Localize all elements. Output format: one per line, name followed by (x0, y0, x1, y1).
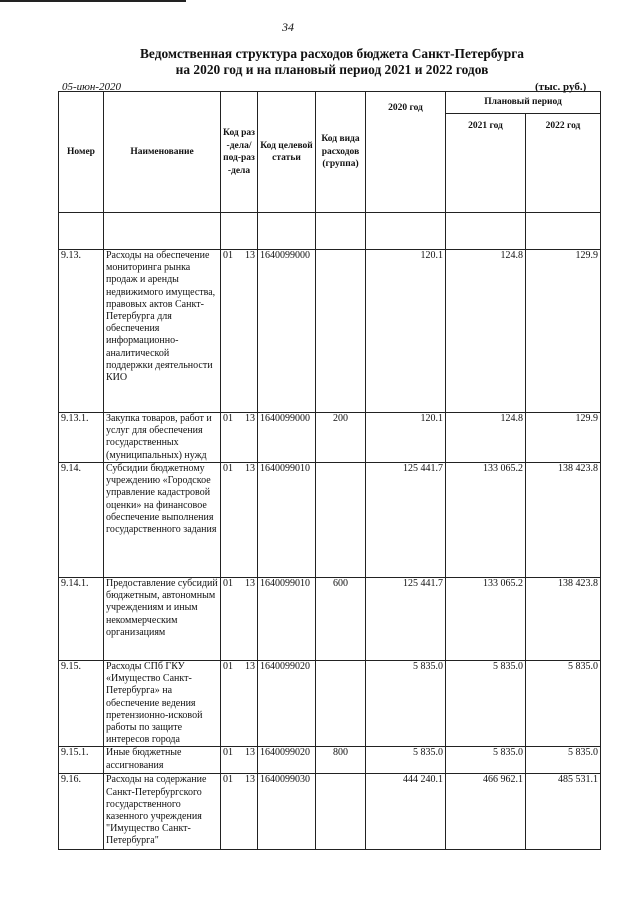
row-expense-type (316, 250, 366, 413)
row-2021: 124.8 (446, 250, 526, 413)
row-expense-type: 800 (316, 747, 366, 774)
row-2022: 138 423.8 (526, 578, 601, 661)
row-section (221, 774, 258, 850)
document-title-line2: на 2020 год и на плановый период 2021 и 2022 годов (175, 62, 489, 77)
row-subsection-code: 13 (245, 463, 255, 474)
row-expense-type: 200 (316, 413, 366, 463)
row-target: 1640099000 (258, 250, 316, 413)
table-row (59, 250, 601, 413)
row-number: 9.15. (59, 661, 104, 747)
row-subsection-code: 13 (245, 578, 255, 589)
top-rule (0, 0, 186, 2)
row-expense-type (316, 661, 366, 747)
header-2020: 2020 год (366, 92, 446, 213)
row-section (221, 250, 258, 413)
header-expense-type: Код вида расходов (группа) (316, 92, 366, 213)
row-subsection-code: 13 (245, 250, 255, 261)
row-2021: 124.8 (446, 413, 526, 463)
row-2022: 485 531.1 (526, 774, 601, 850)
document-title-line1: Ведомственная структура расходов бюджета Санкт-Петербурга (140, 46, 524, 61)
row-subsection-code: 13 (245, 774, 255, 786)
row-2021: 5 835.0 (446, 747, 526, 774)
row-section-code: 01 (223, 661, 233, 672)
row-2020: 444 240.1 (366, 774, 446, 850)
row-section-code: 01 (223, 463, 233, 474)
row-subsection-code: 13 (245, 661, 255, 672)
header-2022: 2022 год (526, 114, 601, 213)
row-number: 9.14.1. (59, 578, 104, 661)
row-subsection-code: 13 (245, 413, 255, 424)
row-target: 1640099020 (258, 661, 316, 747)
row-section-code: 01 (223, 774, 233, 786)
row-target: 1640099030 (258, 774, 316, 850)
table-row (59, 661, 601, 747)
header-number: Номер (59, 92, 104, 213)
header-name: Наименование (104, 92, 221, 213)
row-2022: 129.9 (526, 413, 601, 463)
row-section (221, 661, 258, 747)
row-2022: 129.9 (526, 250, 601, 413)
row-subsection-code: 13 (245, 747, 255, 759)
row-2021: 133 065.2 (446, 578, 526, 661)
row-2021: 5 835.0 (446, 661, 526, 747)
row-expense-type (316, 463, 366, 578)
row-2022: 138 423.8 (526, 463, 601, 578)
table-row (59, 463, 601, 578)
row-2020: 120.1 (366, 250, 446, 413)
row-2020: 5 835.0 (366, 747, 446, 774)
row-number: 9.13.1. (59, 413, 104, 463)
row-number: 9.16. (59, 774, 104, 850)
row-section-code: 01 (223, 578, 233, 589)
document-date: 05-июн-2020 (62, 81, 122, 93)
row-target: 1640099000 (258, 413, 316, 463)
row-name: Субсидии бюджетному учреждению «Городское управление кадастровой оценки» на финансовое обеспечение выполнения государственного задания (104, 463, 221, 578)
row-name: Предоставление субсидий бюджетным, автономным учреждениям и иным некоммерческим организациям (104, 578, 221, 661)
table-row (59, 747, 601, 774)
row-name: Иные бюджетные ассигнования (104, 747, 221, 774)
row-2020: 120.1 (366, 413, 446, 463)
row-section-code: 01 (223, 413, 233, 424)
row-section-code: 01 (223, 747, 233, 759)
row-name: Закупка товаров, работ и услуг для обеспечения государственных (муниципальных) нужд (104, 413, 221, 463)
row-section-code: 01 (223, 250, 233, 261)
row-expense-type (316, 774, 366, 850)
row-name: Расходы на содержание Санкт-Петербургского государственного казенного учреждения "Имущество Санкт-Петербурга" (104, 774, 221, 850)
row-name: Расходы СПб ГКУ «Имущество Санкт-Петербурга» на обеспечение ведения претензионно-исковой работы по защите интересов города (104, 661, 221, 747)
row-section (221, 463, 258, 578)
row-expense-type: 600 (316, 578, 366, 661)
row-name: Расходы на обеспечение мониторинга рынка продаж и аренды недвижимого имущества, правовых актов Санкт-Петербурга для обеспечения информационно-аналитической поддержки деятельности КИО (104, 250, 221, 413)
page-number: 34 (282, 20, 294, 34)
table-row (59, 578, 601, 661)
row-target: 1640099010 (258, 463, 316, 578)
units-label: (тыс. руб.) (535, 81, 587, 93)
row-number: 9.13. (59, 250, 104, 413)
table-row (59, 413, 601, 463)
row-target: 1640099020 (258, 747, 316, 774)
row-number: 9.14. (59, 463, 104, 578)
header-2021: 2021 год (446, 114, 526, 213)
row-2020: 125 441.7 (366, 463, 446, 578)
header-target: Код целевой статьи (258, 92, 316, 213)
row-2022: 5 835.0 (526, 747, 601, 774)
row-number: 9.15.1. (59, 747, 104, 774)
row-section (221, 413, 258, 463)
budget-table (58, 91, 601, 850)
row-section (221, 747, 258, 774)
row-2020: 125 441.7 (366, 578, 446, 661)
table-row (59, 774, 601, 850)
row-2021: 133 065.2 (446, 463, 526, 578)
row-section (221, 578, 258, 661)
row-2022: 5 835.0 (526, 661, 601, 747)
row-target: 1640099010 (258, 578, 316, 661)
row-2020: 5 835.0 (366, 661, 446, 747)
row-2021: 466 962.1 (446, 774, 526, 850)
header-section: Код раз-дела/ под-раз-дела (221, 92, 258, 213)
header-planned: Плановый период (446, 92, 601, 114)
